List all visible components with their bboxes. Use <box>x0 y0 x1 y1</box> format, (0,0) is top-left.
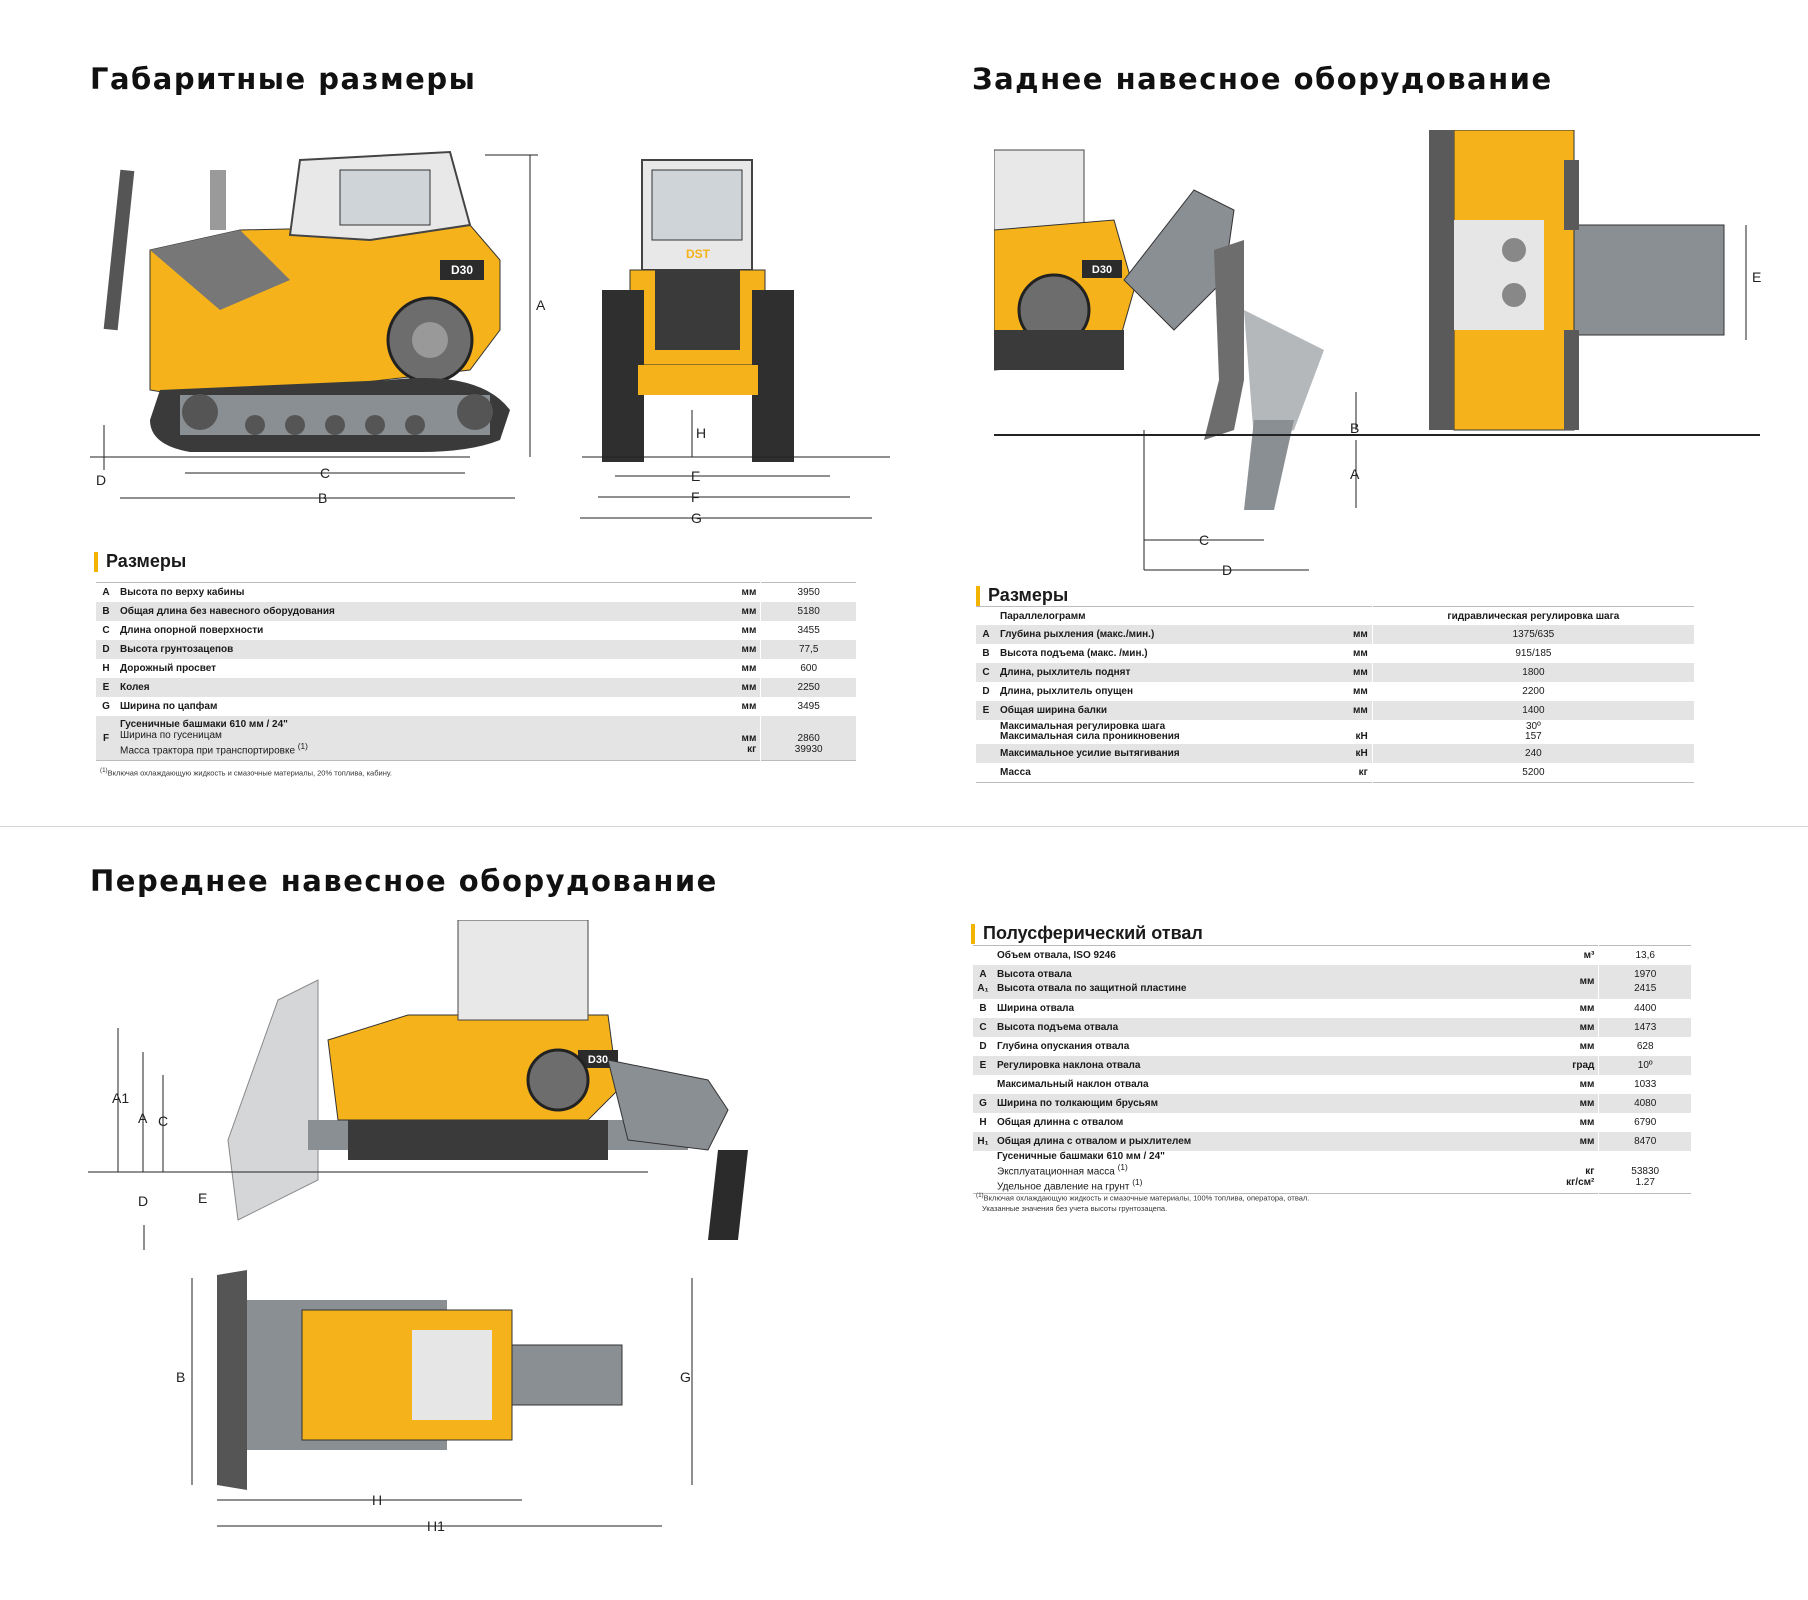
section-divider <box>0 826 1808 827</box>
ripper-label-e: E <box>1752 269 1762 285</box>
ripper-label-d: D <box>1222 562 1233 578</box>
dim-label-c: C <box>320 465 331 481</box>
dim-label-h: H <box>696 425 707 441</box>
top-label-b: B <box>176 1369 186 1385</box>
table-row: H Дорожный просвет мм 600 <box>96 659 856 678</box>
table-row: Максимальный наклон отвала мм 1033 <box>973 1075 1691 1094</box>
table-row: Гусеничные башмаки 610 мм / 24" Эксплуатационная масса $^{(1)}$ Удельное давление на грунт $^{(1)}$ кг кг/см² 53830 1.27 <box>997 1151 1660 1193</box>
blade-label-e: E <box>198 1190 208 1206</box>
table-row: C Высота подъема отвала мм 1473 <box>973 1018 1691 1037</box>
blade-top-diagram <box>172 1270 712 1540</box>
section-title-front: Переднее навесное оборудование <box>90 864 718 898</box>
table-row: D Высота грунтозацепов мм 77,5 <box>96 640 856 659</box>
table-row: Объем отвала, ISO 9246 м³ 13,6 <box>973 946 1691 966</box>
table-row: D Длина, рыхлитель опущен мм 2200 <box>976 682 1694 701</box>
top-label-h1: H1 <box>427 1518 445 1534</box>
ripper-label-c: C <box>1199 532 1210 548</box>
dim-label-d: D <box>96 472 107 488</box>
dims-footnote: $^{(1)}$Включая охлаждающую жидкость и смазочные материалы, 20% топлива, кабину. <box>100 767 392 778</box>
table-row: Максимальное усилие вытягивания кН 240 <box>976 744 1694 763</box>
blade-heading: Полусферический отвал <box>983 923 1203 943</box>
blade-label-a: A <box>138 1110 148 1126</box>
ripper-label-b: B <box>1350 420 1360 436</box>
top-label-h: H <box>372 1492 383 1508</box>
ripper-diagram <box>994 130 1774 580</box>
table-row: A Высота по верху кабины мм 3950 <box>96 583 856 603</box>
table-row: H Общая длинна с отвалом мм 6790 <box>973 1113 1691 1132</box>
side-view-diagram <box>90 140 910 540</box>
table-row: F Гусеничные башмаки 610 мм / 24" Ширина по гусеницам Масса трактора при транспортировке $^{(1)}$ мм кг 2860 39930 <box>96 716 856 761</box>
ripper-model-badge: D30 <box>1091 264 1113 276</box>
section-title-overall: Габаритные размеры <box>90 62 477 96</box>
blade-label-a1: A1 <box>112 1090 130 1106</box>
blade-label-c: C <box>158 1113 169 1129</box>
table-row: E Общая ширина балки мм 1400 <box>976 701 1694 720</box>
model-badge: D30 <box>450 263 474 277</box>
blade-side-diagram <box>88 920 788 1260</box>
blade-footnote: $^{(1)}$Включая охлаждающую жидкость и смазочные материалы, 100% топлива, оператора, отвал. Указанные значения без учета высоты грунтозацепа. <box>976 1192 1310 1213</box>
table-row: B Ширина отвала мм 4400 <box>973 999 1691 1018</box>
table-row: A A₁ Высота отвала Высота отвала по защитной пластине мм 1970 2415 <box>973 965 1691 999</box>
table-row: G Ширина по толкающим брусьям мм 4080 <box>973 1094 1691 1113</box>
ripper-table: Параллелограмм гидравлическая регулировка шага A Глубина рыхления (макс./мин.) мм 1375/635 B Высота подъема (макс. /мин.) мм 915/185 C Длина, рыхлитель поднят мм 1800 D Длина, рыхлитель опущен мм 2200 E Общая ширина балки мм 1400 Максимальная регулировка шага Максимальная сила проникновения кН 30º 157 Максимальное усилие вытягивания кН 240 Масса кг 5200 <box>976 606 1694 783</box>
table-row: B Общая длина без навесного оборудования мм 5180 <box>96 602 856 621</box>
table-row: D Глубина опускания отвала мм 628 <box>973 1037 1691 1056</box>
table-row: Максимальная регулировка шага Максимальная сила проникновения кН 30º 157 <box>1000 721 1542 742</box>
table-row: B Высота подъема (макс. /мин.) мм 915/185 <box>976 644 1694 663</box>
dim-label-e: E <box>691 468 701 484</box>
top-label-g: G <box>680 1369 691 1385</box>
dim-label-g: G <box>691 510 702 526</box>
dims-table <box>96 582 856 761</box>
table-row: H₁ Общая длина с отвалом и рыхлителем мм 8470 <box>973 1132 1691 1151</box>
table-row: C Длина опорной поверхности мм 3455 <box>96 621 856 640</box>
dim-label-a: A <box>536 297 546 313</box>
section-title-rear: Заднее навесное оборудование <box>972 62 1553 96</box>
dim-label-f: F <box>691 489 700 505</box>
blade-table <box>973 945 1691 1194</box>
table-row: G Ширина по цапфам мм 3495 <box>96 697 856 716</box>
table-row: A Глубина рыхления (макс./мин.) мм 1375/635 <box>976 625 1694 644</box>
dims-heading: Размеры <box>106 551 187 571</box>
table-row: E Колея мм 2250 <box>96 678 856 697</box>
table-row: Масса кг 5200 <box>976 763 1694 783</box>
table-row: C Длина, рыхлитель поднят мм 1800 <box>976 663 1694 682</box>
ripper-heading: Размеры <box>988 585 1069 605</box>
blade-label-d: D <box>138 1193 149 1209</box>
dim-label-b: B <box>318 490 328 506</box>
ripper-label-a: A <box>1350 466 1360 482</box>
brand-logo: DST <box>686 247 710 261</box>
table-row: E Регулировка наклона отвала град 10º <box>973 1056 1691 1075</box>
blade-model-badge: D30 <box>587 1054 609 1066</box>
